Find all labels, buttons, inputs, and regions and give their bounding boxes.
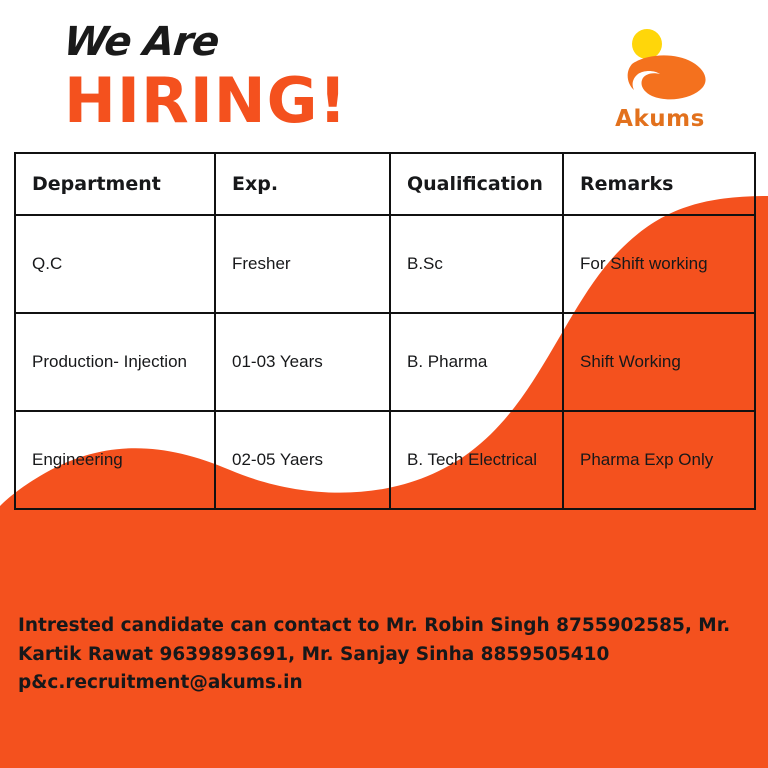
akums-logo	[600, 24, 720, 142]
contact-email: p&c.recruitment@akums.in	[18, 672, 303, 694]
table-row	[15, 313, 755, 411]
column-header-remarks: Remarks	[563, 153, 755, 215]
contact-block	[18, 612, 748, 698]
cell-exp: 02-05 Yaers	[215, 411, 390, 509]
sun-icon	[632, 29, 662, 59]
bird-icon	[628, 55, 706, 99]
cell-remarks: For Shift working	[563, 215, 755, 313]
headline-main: HIRING!	[64, 64, 348, 137]
cell-department: Production- Injection	[15, 313, 215, 411]
cell-remarks: Pharma Exp Only	[563, 411, 755, 509]
table-row	[15, 411, 755, 509]
cell-qualification: B. Pharma	[390, 313, 563, 411]
column-header-department: Department	[15, 153, 215, 215]
cell-department: Q.C	[15, 215, 215, 313]
contact-line-1: Intrested candidate can contact to Mr. Robin Singh 8755902585, Mr.	[18, 615, 731, 636]
column-header-exp: Exp.	[215, 153, 390, 215]
contact-line-2: Kartik Rawat 9639893691, Mr. Sanjay Sinha 8859505410	[18, 643, 610, 665]
cell-department: Engineering	[15, 411, 215, 509]
column-header-qualification: Qualification	[390, 153, 563, 215]
jobs-table	[14, 152, 756, 510]
jobs-table-wrapper	[14, 152, 754, 510]
table-header-row	[15, 153, 755, 215]
logo-mark	[600, 24, 720, 110]
cell-exp: 01-03 Years	[215, 313, 390, 411]
headline-top: We Are	[61, 19, 221, 65]
cell-qualification: B.Sc	[390, 215, 563, 313]
cell-remarks: Shift Working	[563, 313, 755, 411]
table-row	[15, 215, 755, 313]
brand-name: Akums	[615, 106, 705, 132]
cell-exp: Fresher	[215, 215, 390, 313]
poster-header	[61, 19, 348, 137]
cell-qualification: B. Tech Electrical	[390, 411, 563, 509]
